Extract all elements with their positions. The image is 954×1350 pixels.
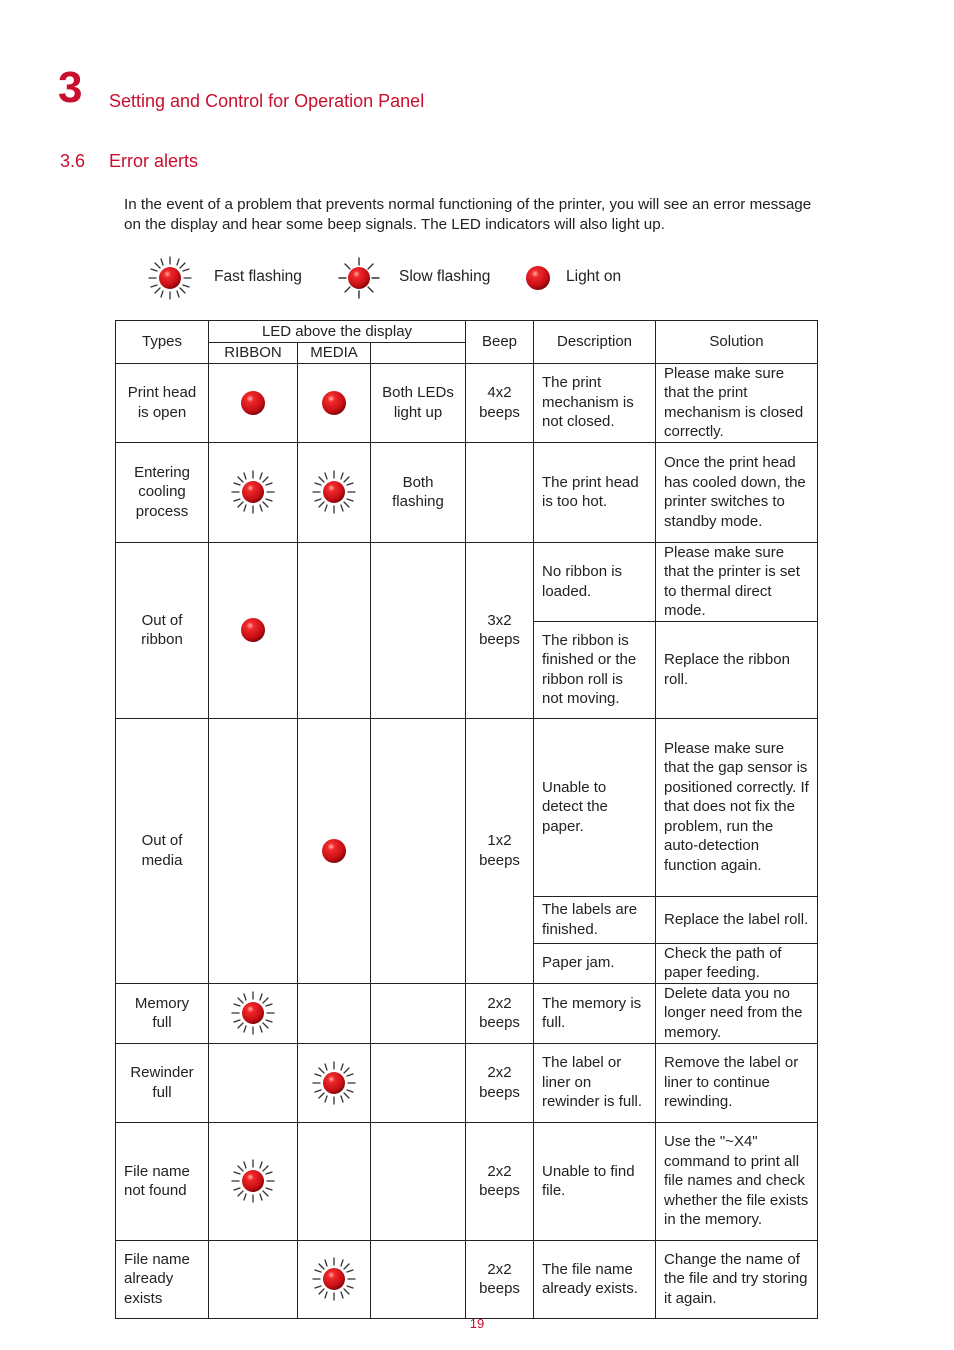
solution-cell: Use the "~X4" command to print all file names and check whether the file exists in the memory. [656,1122,818,1240]
header-blank [371,343,466,364]
beep-cell: 2x2 beeps [466,983,534,1043]
beep-cell: 4x2 beeps [466,363,534,442]
led-note-cell: Both flashing [371,442,466,542]
description-cell: The print mechanism is not closed. [534,363,656,442]
description-cell: The file name already exists. [534,1240,656,1318]
led-note-cell [371,1240,466,1318]
solution-cell: Once the print head has cooled down, the printer switches to standby mode. [656,442,818,542]
solution-cell: Remove the label or liner to continue rewinding. [656,1043,818,1122]
header-led-above-display: LED above the display [209,321,466,343]
header-solution: Solution [656,321,818,364]
description-cell: Paper jam. [534,943,656,983]
led-light-on-icon [306,389,362,417]
legend-fast-flashing-label: Fast flashing [214,268,302,285]
type-cell: Memory full [116,983,209,1043]
description-cell: The label or liner on rewinder is full. [534,1043,656,1122]
led-note-cell [371,1122,466,1240]
description-cell: Unable to find file. [534,1122,656,1240]
table-row [116,718,818,896]
led-note-cell [371,983,466,1043]
solution-cell: Please make sure that the gap sensor is positioned correctly. If that does not fix the problem, run the auto-detection function again. [656,718,818,896]
solution-cell: Please make sure that the printer is set to thermal direct mode. [656,542,818,621]
media-led-cell [298,363,371,442]
ribbon-led-cell [209,1122,298,1240]
table-row [116,442,818,542]
media-led-cell [298,442,371,542]
led-flashing-icon [217,470,289,514]
ribbon-led-cell [209,363,298,442]
header-ribbon: RIBBON [209,343,298,364]
led-flashing-icon [306,470,362,514]
led-light-on-icon [217,389,289,417]
table-row [116,1043,818,1122]
chapter-number: 3 [58,63,83,112]
description-cell: The ribbon is finished or the ribbon roll is not moving. [534,621,656,718]
solution-cell: Check the path of paper feeding. [656,943,818,983]
table-row [116,983,818,1043]
led-flashing-icon [306,1257,362,1301]
led-light-on-icon [516,256,560,300]
media-led-cell [298,1043,371,1122]
description-cell: The memory is full. [534,983,656,1043]
page-number: 19 [469,1316,485,1331]
led-fast-flashing-icon [148,256,192,300]
table-row [116,1240,818,1318]
ribbon-led-cell [209,983,298,1043]
error-alerts-table [115,320,818,1319]
beep-cell: 3x2 beeps [466,542,534,718]
type-cell: Out of media [116,718,209,983]
type-cell: File name already exists [116,1240,209,1318]
media-led-cell [298,542,371,718]
beep-cell: 2x2 beeps [466,1240,534,1318]
description-cell: The labels are finished. [534,896,656,943]
solution-cell: Please make sure that the print mechanism is closed correctly. [656,363,818,442]
media-led-cell [298,1240,371,1318]
ribbon-led-cell [209,442,298,542]
led-flashing-icon [217,1159,289,1203]
led-note-cell [371,1043,466,1122]
intro-paragraph: In the event of a problem that prevents normal functioning of the printer, you will see an error message on the display and hear some beep signals. The LED indicators will also light up. [124,196,812,233]
legend-light-on-label: Light on [566,268,622,285]
description-cell: The print head is too hot. [534,442,656,542]
type-cell: File name not found [116,1122,209,1240]
section-number: 3.6 [60,151,86,171]
type-cell: Print head is open [116,363,209,442]
led-note-cell [371,542,466,718]
type-cell: Rewinder full [116,1043,209,1122]
header-description: Description [534,321,656,364]
ribbon-led-cell [209,718,298,983]
header-types: Types [116,321,209,364]
media-led-cell [298,1122,371,1240]
type-cell: Out of ribbon [116,542,209,718]
media-led-cell [298,983,371,1043]
beep-cell: 2x2 beeps [466,1043,534,1122]
solution-cell: Replace the label roll. [656,896,818,943]
header-media: MEDIA [298,343,371,364]
led-flashing-icon [306,1061,362,1105]
solution-cell: Delete data you no longer need from the memory. [656,983,818,1043]
led-note-cell: Both LEDs light up [371,363,466,442]
led-flashing-icon [217,991,289,1035]
led-note-cell [371,718,466,983]
description-cell: No ribbon is loaded. [534,542,656,621]
header-beep: Beep [466,321,534,364]
beep-cell [466,442,534,542]
legend-slow-flashing-label: Slow flashing [399,268,491,285]
solution-cell: Change the name of the file and try storing it again. [656,1240,818,1318]
led-light-on-icon [306,837,362,865]
ribbon-led-cell [209,542,298,718]
led-slow-flashing-icon [337,256,381,300]
description-cell: Unable to detect the paper. [534,718,656,896]
table-row [116,542,818,621]
solution-cell: Replace the ribbon roll. [656,621,818,718]
ribbon-led-cell [209,1043,298,1122]
chapter-title: Setting and Control for Operation Panel [109,91,425,111]
led-light-on-icon [217,616,289,644]
media-led-cell [298,718,371,983]
type-cell: Entering cooling process [116,442,209,542]
beep-cell: 1x2 beeps [466,718,534,983]
table-row [116,363,818,442]
ribbon-led-cell [209,1240,298,1318]
section-title: Error alerts [109,151,199,171]
beep-cell: 2x2 beeps [466,1122,534,1240]
table-row [116,1122,818,1240]
